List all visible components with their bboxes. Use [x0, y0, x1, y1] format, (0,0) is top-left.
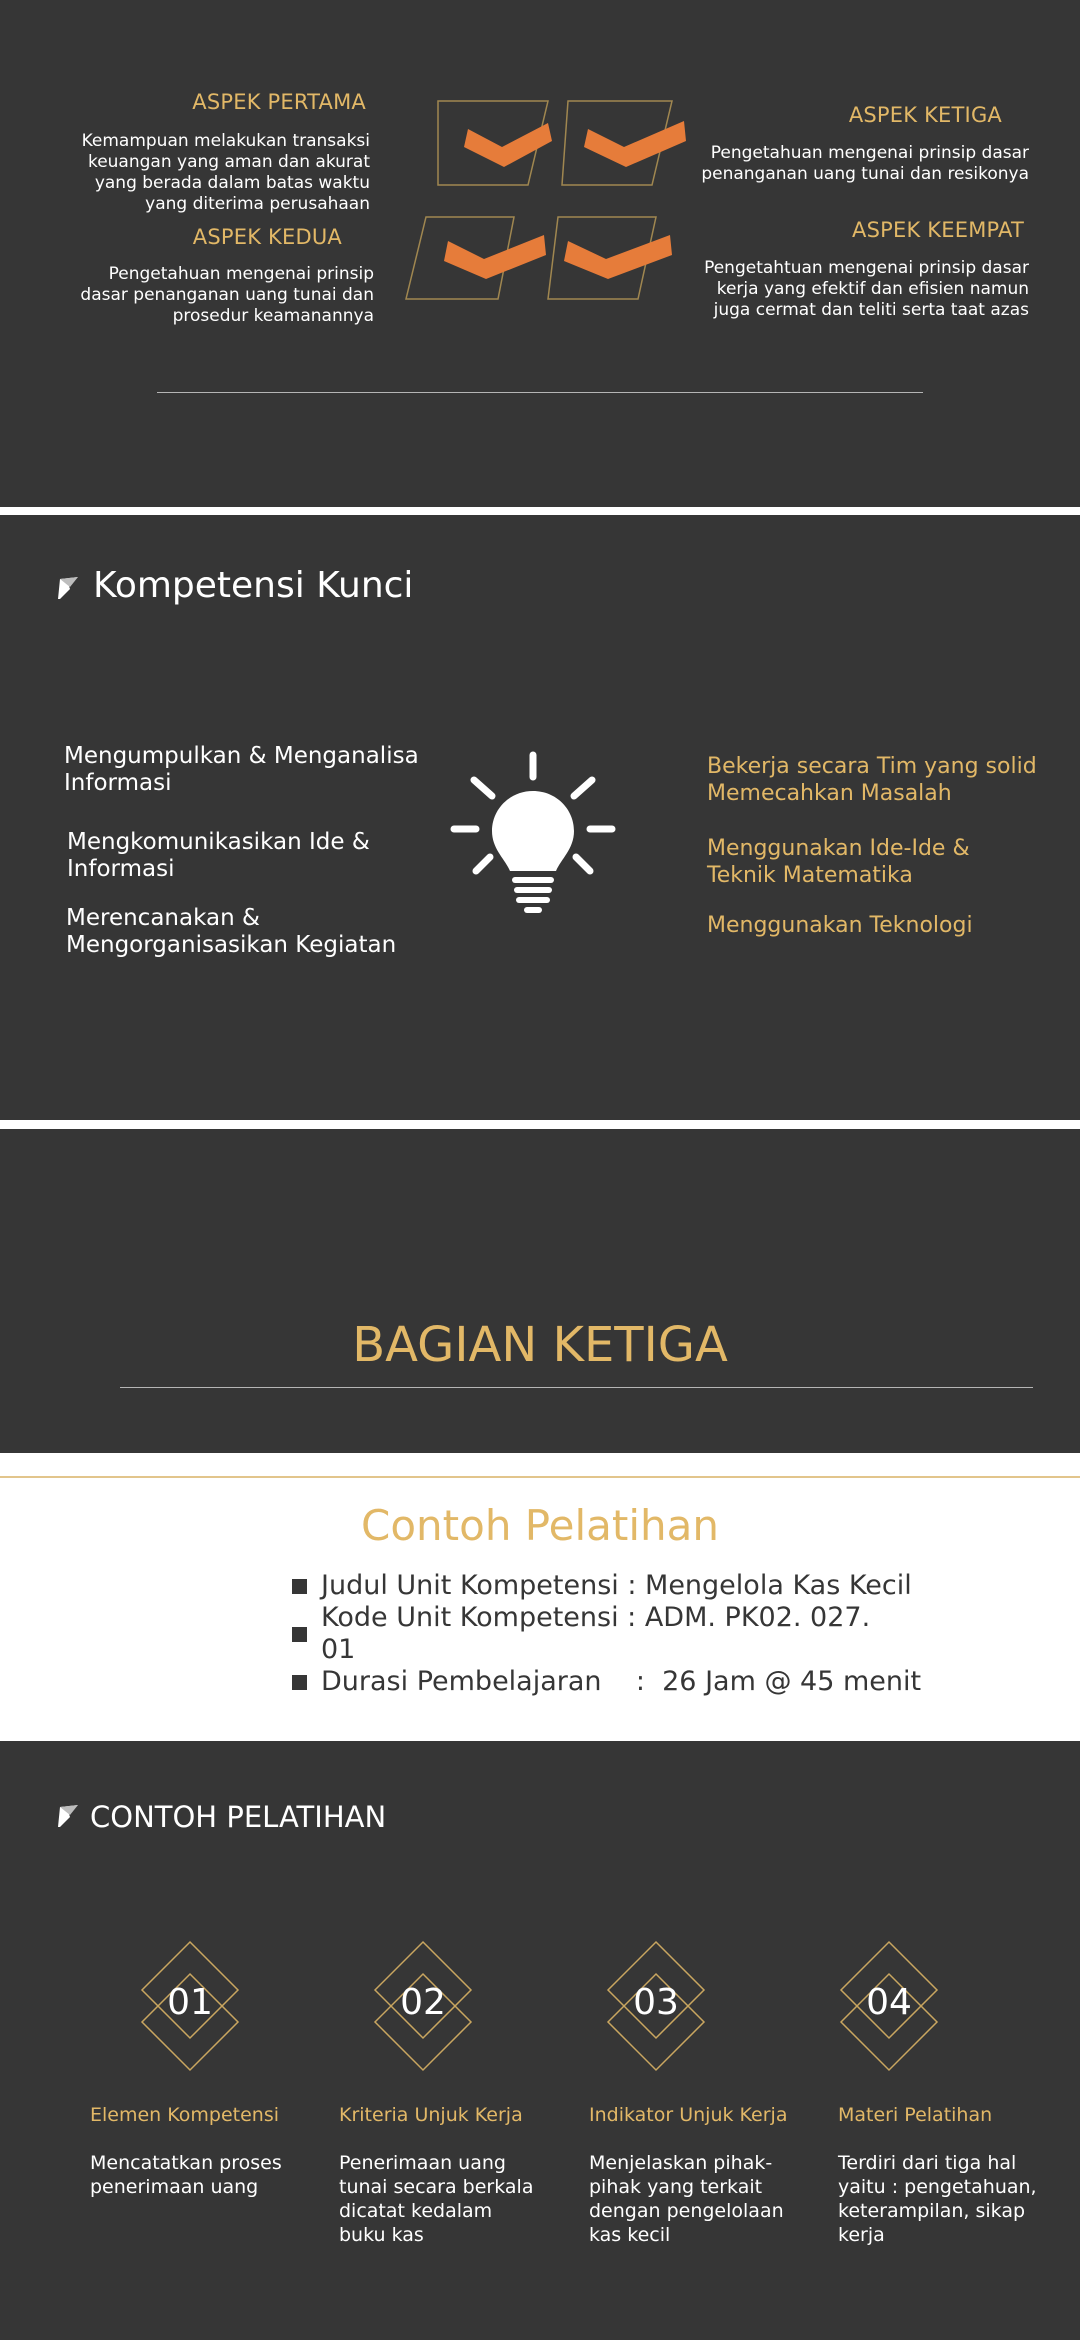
aspect-2-title: ASPEK KEDUA: [192, 225, 342, 249]
slide-training-steps: [0, 1741, 1080, 2340]
step-label: Materi Pelatihan: [838, 2104, 993, 2126]
step-label: Indikator Unjuk Kerja: [589, 2104, 788, 2126]
competency-right-2: Menggunakan Ide-Ide & Teknik Matematika: [707, 836, 970, 888]
bullet-text: Durasi Pembelajaran : 26 Jam @ 45 menit: [321, 1666, 922, 1697]
aspect-1-desc: Kemampuan melakukan transaksi keuangan yang aman dan akurat yang berada dalam batas waktu yang diterima perusahaan: [81, 131, 370, 214]
step-description: Terdiri dari tiga hal yaitu : pengetahuan, keterampilan, sikap kerja: [838, 2152, 1037, 2246]
bullet-text: Judul Unit Kompetensi : Mengelola Kas Kecil: [321, 1570, 912, 1601]
checkmark-icon: [562, 101, 686, 185]
bullet-item: [292, 1602, 912, 1666]
section-title: BAGIAN KETIGA: [352, 1317, 728, 1373]
example-title: Contoh Pelatihan: [361, 1501, 719, 1550]
step-description: Mencatatkan proses penerimaan uang: [90, 2152, 282, 2198]
bullet-list: [292, 1570, 922, 1698]
step-number: 03: [633, 1982, 679, 2023]
top-rule: [0, 1476, 1080, 1478]
competency-left-1: Mengumpulkan & Menganalisa Informasi: [64, 743, 419, 796]
competency-left-3: Merencanakan & Mengorganisasikan Kegiatan: [66, 905, 397, 958]
bullet-item: [292, 1570, 912, 1602]
checkmark-icon: [406, 217, 546, 299]
bullet-square-icon: [292, 1627, 307, 1642]
competency-right-1: Bekerja secara Tim yang solid Memecahkan Masalah: [707, 754, 1037, 806]
aspect-1-title: ASPEK PERTAMA: [192, 90, 366, 114]
flag-icon: [56, 575, 80, 601]
checkmark-icon: [438, 101, 552, 185]
slide-section-title: [0, 1129, 1080, 1453]
slide-aspects: [0, 0, 1080, 507]
slide-key-competencies: [0, 515, 1080, 1120]
aspect-4-desc: Pengetahtuan mengenai prinsip dasar kerja yang efektif dan efisien namun juga cermat dan teliti serta taat azas: [704, 258, 1029, 320]
competency-right-3: Menggunakan Teknologi: [707, 913, 973, 938]
bullet-item: [292, 1666, 922, 1698]
checkmark-icon: [548, 217, 672, 299]
section-divider: [120, 1387, 1033, 1388]
step-number: 02: [400, 1982, 446, 2023]
step-label: Kriteria Unjuk Kerja: [339, 2104, 523, 2126]
competency-left-2: Mengkomunikasikan Ide & Informasi: [67, 829, 370, 882]
slide-title: Kompetensi Kunci: [93, 565, 414, 606]
aspect-2-desc: Pengetahuan mengenai prinsip dasar penanganan uang tunai dan prosedur keamanannya: [80, 264, 374, 326]
checkmark-icon-group: [400, 95, 700, 305]
slide-title: CONTOH PELATIHAN: [90, 1800, 387, 1834]
lightbulb-icon: [448, 747, 618, 927]
step-description: Penerimaan uang tunai secara berkala dicatat kedalam buku kas: [339, 2152, 534, 2246]
step-label: Elemen Kompetensi: [90, 2104, 280, 2126]
step-description: Menjelaskan pihak-pihak yang terkait dengan pengelolaan kas kecil: [589, 2152, 784, 2246]
divider-line: [157, 392, 923, 393]
step-number: 01: [167, 1982, 213, 2023]
aspect-4-title: ASPEK KEEMPAT: [852, 218, 1024, 242]
step-number: 04: [866, 1982, 912, 2023]
bullet-text: Kode Unit Kompetensi : ADM. PK02. 027. 01: [321, 1602, 871, 1665]
bullet-square-icon: [292, 1675, 307, 1690]
bullet-square-icon: [292, 1579, 307, 1594]
aspect-3-desc: Pengetahuan mengenai prinsip dasar penanganan uang tunai dan resikonya: [701, 143, 1029, 184]
flag-icon: [56, 1803, 80, 1829]
aspect-3-title: ASPEK KETIGA: [848, 103, 1002, 127]
slide-training-example: [0, 1453, 1080, 1741]
